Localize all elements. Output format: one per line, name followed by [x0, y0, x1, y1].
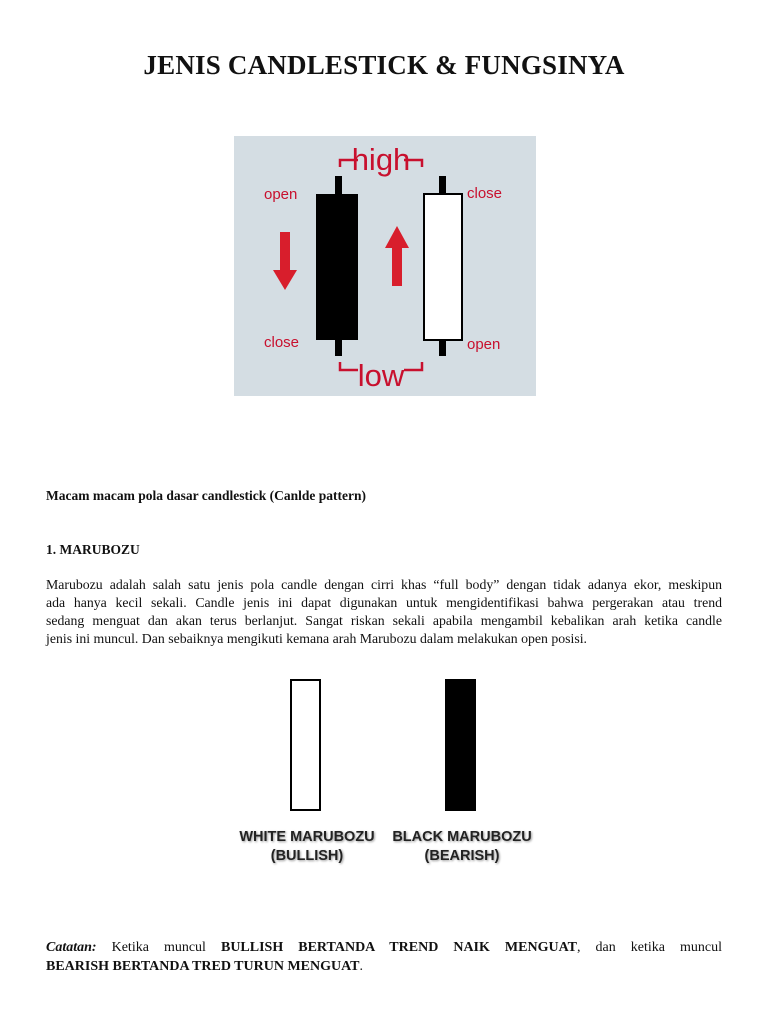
black-marubozu-label	[384, 828, 540, 866]
note-label: Catatan:	[46, 940, 97, 955]
note-bullish: BULLISH BERTANDA TREND NAIK MENGUAT	[220, 940, 577, 955]
paragraph-line: sedang menguat dan akan terus berlanjut. Sangat riskan sekali apabila mengambil kebalikan arah ketika candle	[46, 613, 722, 628]
label-high: high	[351, 142, 411, 177]
marubozu-candles-svg	[230, 668, 540, 818]
page-title: JENIS CANDLESTICK & FUNGSINYA	[143, 50, 625, 80]
note-text-2: , dan ketika muncul	[577, 940, 722, 955]
up-arrow-icon	[385, 226, 409, 286]
white-marubozu-subtitle: (BULLISH)	[270, 848, 344, 864]
marubozu-figure	[230, 668, 540, 878]
label-open-left: open	[264, 186, 298, 203]
black-candle-body	[316, 194, 358, 340]
note-line-1	[46, 938, 722, 957]
label-close-right: close	[467, 185, 503, 202]
white-marubozu-candle	[291, 680, 320, 810]
black-marubozu-subtitle: (BEARISH)	[424, 848, 500, 864]
paragraph-line: ada hanya kecil sekali. Candle jenis ini dapat digunakan untuk mengidentifikasi bahwa pergerakan atau trend	[46, 595, 722, 610]
black-marubozu-title: BLACK MARUBOZU	[392, 829, 532, 845]
candlestick-anatomy-svg	[234, 136, 536, 396]
white-candle-lower-wick	[439, 340, 446, 356]
black-candle-upper-wick	[335, 176, 342, 194]
label-low: low	[357, 358, 405, 393]
white-candle-body	[424, 194, 462, 340]
note-text-1: Ketika muncul	[96, 940, 221, 955]
down-arrow-icon	[273, 232, 297, 290]
section-heading-marubozu: 1. MARUBOZU	[46, 542, 140, 557]
black-candle-lower-wick	[335, 340, 342, 356]
marubozu-paragraph	[46, 576, 722, 648]
black-marubozu-candle	[445, 679, 476, 811]
white-candle-upper-wick	[439, 176, 446, 194]
note-line-2	[46, 957, 722, 976]
paragraph-line: Marubozu adalah salah satu jenis pola candle dengan cirri khas “full body” dengan tidak adanya ekor, meskipun	[46, 577, 722, 592]
paragraph-line: jenis ini muncul. Dan sebaiknya mengikuti kemana arah Marubozu dalam melakukan open posisi.	[46, 631, 588, 646]
label-open-right: open	[467, 336, 501, 353]
white-marubozu-label	[230, 828, 384, 866]
note-bearish: BEARISH BERTANDA TRED TURUN MENGUAT	[46, 959, 360, 974]
note-paragraph	[46, 938, 722, 976]
section-heading-patterns: Macam macam pola dasar candlestick (Canlde pattern)	[46, 488, 366, 503]
note-text-3: .	[359, 959, 364, 974]
candlestick-anatomy-diagram	[234, 136, 536, 396]
label-close-left: close	[264, 334, 300, 351]
white-marubozu-title: WHITE MARUBOZU	[239, 829, 375, 845]
